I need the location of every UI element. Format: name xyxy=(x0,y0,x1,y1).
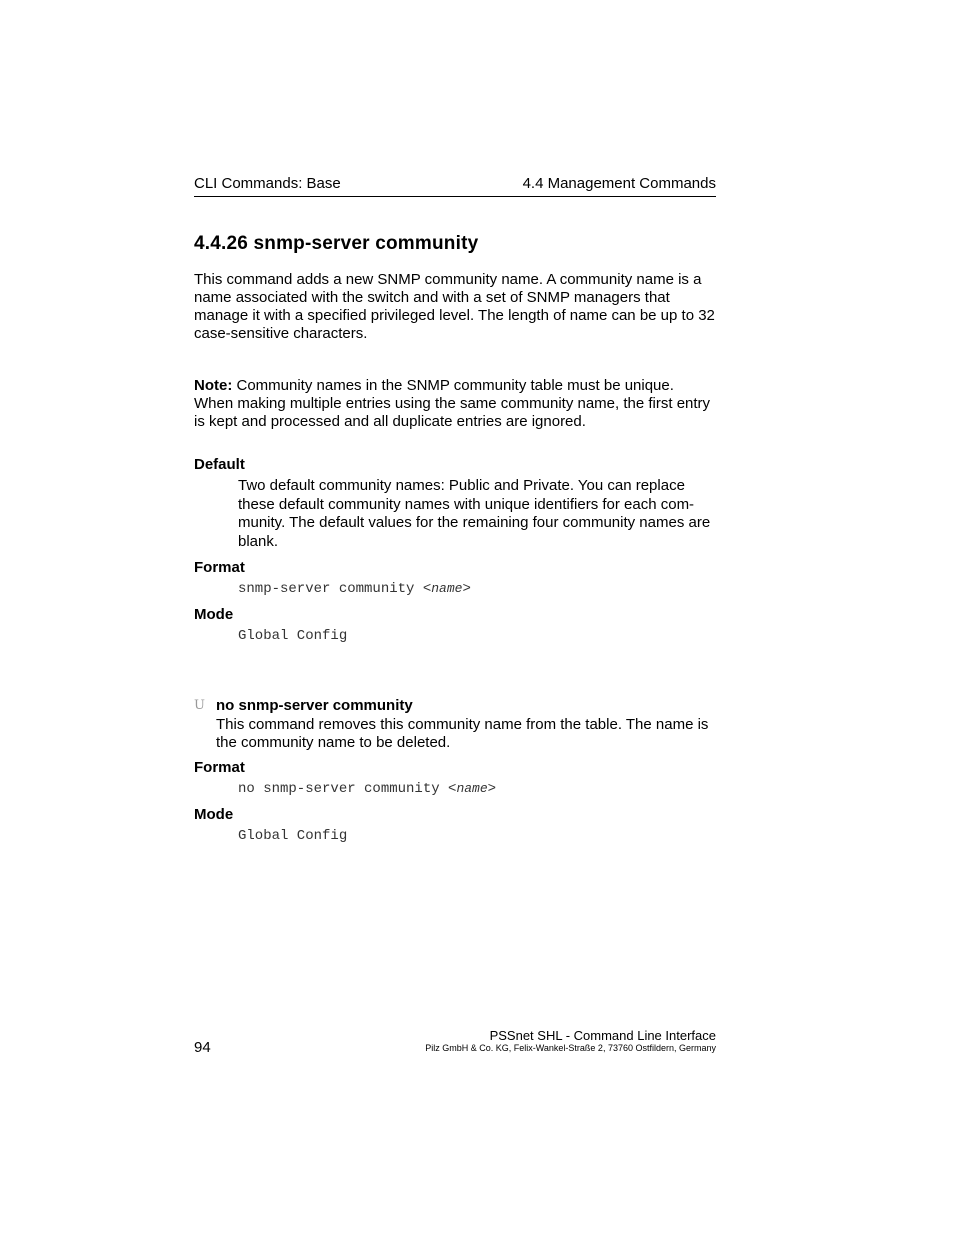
sub-format-command-end: > xyxy=(487,781,497,797)
intro-paragraph: This command adds a new SNMP community name. A community name is a name associated with the switch and with a set of SNMP managers that manage it with a specified privileged level. The length of name can be up to 32 case-sensitive characters. xyxy=(194,271,715,342)
sub-format-command xyxy=(238,780,716,799)
sub-mode-value: Global Config xyxy=(238,828,348,844)
default-text: Two default community names: Public and Private. You can replace these default community names with unique identifiers for each com-munity. The default values for the remaining four community names are blank. xyxy=(238,477,711,551)
note-text: Community names in the SNMP community table must be unique. When making multiple entries using the same community name, the first entry is kept and processed and all duplicate entries are ignored. xyxy=(194,377,711,430)
mode-value: Global Config xyxy=(238,628,348,644)
header-left: CLI Commands: Base xyxy=(194,175,341,192)
format-label: Format xyxy=(194,559,245,576)
subcommand-title: no snmp-server community xyxy=(216,697,413,714)
footer-address: Pilz GmbH & Co. KG, Felix-Wankel-Straße 2, 73760 Ostfildern, Germany xyxy=(425,1043,716,1053)
format-command-end: > xyxy=(462,581,471,597)
note-label: Note: xyxy=(194,377,233,394)
mode-label: Mode xyxy=(194,606,234,623)
page-number: 94 xyxy=(194,1039,211,1056)
subcommand-description: This command removes this community name from the table. The name is the community name to be deleted. xyxy=(216,716,709,751)
format-command-arg: name xyxy=(431,581,463,596)
format-command xyxy=(238,580,716,599)
sub-format-label: Format xyxy=(194,759,245,776)
default-label: Default xyxy=(194,456,245,473)
note-paragraph xyxy=(194,377,716,431)
header-rule xyxy=(194,196,716,197)
sub-mode-label: Mode xyxy=(194,806,234,823)
header-right: 4.4 Management Commands xyxy=(522,175,716,192)
format-command-text: snmp-server community < xyxy=(238,581,432,597)
sub-format-command-arg: name xyxy=(456,781,488,796)
footer-doc-title: PSSnet SHL - Command Line Interface xyxy=(489,1028,716,1043)
bullet-marker: U xyxy=(194,698,205,713)
section-title: 4.4.26 snmp-server community xyxy=(194,233,479,254)
sub-format-command-text: no snmp-server community < xyxy=(238,781,457,797)
